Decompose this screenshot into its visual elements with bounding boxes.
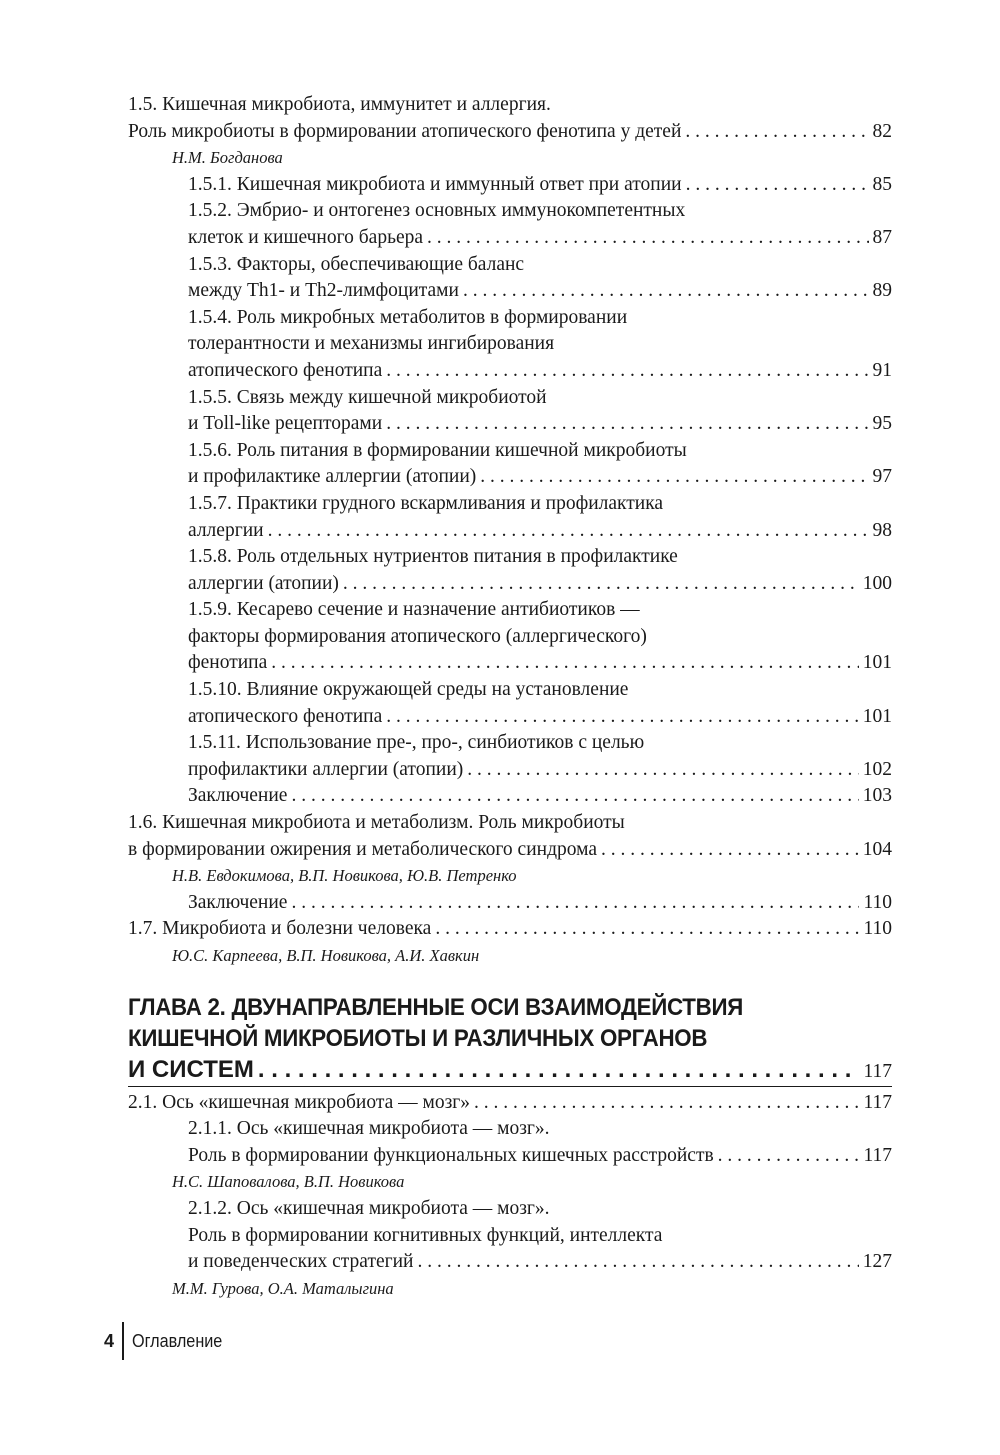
entry-title: атопического фенотипа (188, 359, 383, 381)
divider (122, 1322, 124, 1360)
toc-entry[interactable] (128, 278, 892, 305)
author-names: Н.С. Шаповалова, В.П. Новикова (172, 1172, 405, 1192)
entry-title: 1.5.8. Роль отдельных нутриентов питания в профилактике (188, 546, 678, 568)
author-names: Н.М. Богданова (172, 148, 283, 168)
entry-title: и поведенческих стратегий (188, 1251, 414, 1273)
entry-title: 1.5.4. Роль микробных метаболитов в формировании (188, 306, 628, 328)
leader-dots (463, 278, 869, 305)
toc-entry[interactable] (128, 119, 892, 146)
entry-title: в формировании ожирения и метаболического синдрома (128, 838, 597, 860)
toc-entry[interactable] (128, 783, 892, 810)
author-line (128, 145, 892, 172)
toc-entry[interactable] (128, 571, 892, 598)
entry-title: аллергии (188, 519, 264, 541)
entry-title: 1.7. Микробиота и болезни человека (128, 918, 432, 940)
toc-entry[interactable] (128, 624, 892, 651)
page-number: 85 (872, 173, 892, 195)
leader-dots (435, 916, 859, 943)
toc-entry[interactable] (128, 677, 892, 704)
entry-title: 1.5.6. Роль питания в формировании кишечной микробиоты (188, 439, 687, 461)
leader-dots (685, 119, 868, 146)
entry-title: между Th1- и Th2-лимфоцитами (188, 280, 459, 302)
entry-title: 1.5.5. Связь между кишечной микробиотой (188, 386, 547, 408)
toc-section-2 (128, 1090, 892, 1303)
toc-entry[interactable] (128, 1116, 892, 1143)
entry-title: 1.5.7. Практики грудного вскармливания и профилактика (188, 492, 664, 514)
toc-entry[interactable] (128, 1090, 892, 1117)
toc-entry[interactable] (128, 491, 892, 518)
leader-dots (480, 464, 868, 491)
toc-section-1 (128, 92, 892, 970)
toc-entry[interactable] (128, 1249, 892, 1276)
toc-entry[interactable] (128, 1196, 892, 1223)
entry-title: факторы формирования атопического (аллергического) (188, 625, 647, 647)
page-number: 110 (863, 891, 892, 913)
toc-entry[interactable] (128, 916, 892, 943)
chapter-title-line: КИШЕЧНОЙ МИКРОБИОТЫ И РАЗЛИЧНЫХ ОРГАНОВ (128, 1024, 708, 1052)
toc-entry[interactable] (128, 837, 892, 864)
leader-dots (291, 890, 859, 917)
author-line (128, 943, 892, 970)
entry-title: 1.5.11. Использование пре-, про-, синбиотиков с целью (188, 732, 645, 754)
entry-title: 1.5.2. Эмбрио- и онтогенез основных иммунокомпетентных (188, 200, 686, 222)
page-footer (104, 1322, 232, 1360)
footer-page-number: 4 (104, 1330, 115, 1351)
entry-title: 1.5. Кишечная микробиота, иммунитет и аллергия. (128, 94, 551, 115)
toc-entry[interactable] (128, 198, 892, 225)
entry-title: Заключение (188, 891, 288, 913)
entry-title: 1.6. Кишечная микробиота и метаболизм. Роль микробиоты (128, 812, 625, 834)
leader-dots (291, 783, 858, 810)
toc-entry[interactable] (128, 92, 892, 119)
page-number: 117 (863, 1091, 892, 1113)
leader-dots (686, 172, 869, 199)
toc-entry[interactable] (128, 650, 892, 677)
entry-title: атопического фенотипа (188, 705, 383, 727)
page-number: 91 (872, 359, 892, 381)
entry-title: 1.5.10. Влияние окружающей среды на установление (188, 679, 629, 701)
toc-entry[interactable] (128, 464, 892, 491)
author-line (128, 1276, 892, 1303)
toc-entry[interactable] (128, 331, 892, 358)
author-line (128, 1169, 892, 1196)
entry-title: 2.1. Ось «кишечная микробиота — мозг» (128, 1091, 471, 1113)
author-names: Ю.С. Карпеева, В.П. Новикова, А.И. Хавкин (172, 946, 480, 965)
leader-dots (718, 1143, 860, 1170)
toc-entry[interactable] (128, 597, 892, 624)
leader-dots (258, 1054, 860, 1085)
leader-dots (268, 518, 869, 545)
leader-dots (467, 757, 859, 784)
leader-dots (386, 411, 868, 438)
entry-title: Заключение (188, 785, 288, 807)
page-number: 104 (862, 838, 892, 860)
toc-entry[interactable] (128, 890, 892, 917)
leader-dots (271, 650, 858, 677)
leader-dots (601, 837, 859, 864)
leader-dots (474, 1090, 859, 1117)
page-number: 103 (862, 785, 892, 807)
toc-entry[interactable] (128, 810, 892, 837)
entry-title: Роль в формировании функциональных кишечных расстройств (188, 1144, 714, 1166)
page-number: 101 (862, 705, 892, 727)
entry-title: профилактики аллергии (атопии) (188, 758, 464, 780)
page-number: 101 (862, 652, 892, 674)
toc-entry[interactable] (128, 438, 892, 465)
entry-title: Роль в формировании когнитивных функций, интеллекта (188, 1224, 663, 1246)
leader-dots (386, 704, 858, 731)
entry-title: 1.5.3. Факторы, обеспечивающие баланс (188, 253, 525, 275)
toc-entry[interactable] (128, 172, 892, 199)
toc-entry[interactable] (128, 1054, 892, 1085)
toc-entry[interactable] (128, 1143, 892, 1170)
entry-title: толерантности и механизмы ингибирования (188, 333, 555, 355)
page-number: 117 (863, 1144, 892, 1166)
entry-title: фенотипа (188, 652, 268, 674)
entry-title: аллергии (атопии) (188, 572, 339, 594)
leader-dots (418, 1249, 859, 1276)
page-number: 87 (872, 226, 892, 248)
entry-title: и профилактике аллергии (атопии) (188, 466, 477, 488)
page-number: 95 (872, 413, 892, 435)
toc-entry[interactable] (128, 757, 892, 784)
leader-dots (427, 225, 868, 252)
page-number: 89 (872, 280, 892, 302)
toc-entry[interactable] (128, 252, 892, 279)
entry-title: 1.5.9. Кесарево сечение и назначение антибиотиков — (188, 599, 640, 621)
chapter-title-line: И СИСТЕМ (128, 1055, 254, 1083)
toc-entry[interactable] (128, 411, 892, 438)
footer-section-title: Оглавление (132, 1330, 223, 1351)
page-number: 82 (872, 120, 892, 142)
entry-title: клеток и кишечного барьера (188, 226, 424, 248)
page-number: 100 (862, 572, 892, 594)
leader-dots (343, 571, 859, 598)
chapter-title-line: ГЛАВА 2. ДВУНАПРАВЛЕННЫЕ ОСИ ВЗАИМОДЕЙСТВИЯ (128, 993, 743, 1021)
table-of-contents (128, 92, 892, 1302)
toc-entry[interactable] (128, 305, 892, 332)
page-number: 117 (863, 1060, 892, 1082)
author-line (128, 863, 892, 890)
toc-entry[interactable] (128, 1223, 892, 1250)
toc-entry[interactable] (128, 544, 892, 571)
entry-title: и Toll-like рецепторами (188, 413, 383, 435)
chapter-heading (128, 992, 892, 1085)
entry-title: Роль микробиоты в формировании атопического фенотипа у детей (128, 120, 682, 142)
toc-entry[interactable] (128, 730, 892, 757)
entry-title: 2.1.1. Ось «кишечная микробиота — мозг». (188, 1118, 550, 1140)
divider (128, 1086, 892, 1087)
author-names: Н.В. Евдокимова, В.П. Новикова, Ю.В. Петренко (172, 866, 517, 886)
entry-title: 2.1.2. Ось «кишечная микробиота — мозг». (188, 1197, 550, 1219)
leader-dots (386, 358, 868, 385)
page-number: 97 (872, 466, 892, 488)
toc-entry[interactable] (128, 225, 892, 252)
page-number: 127 (862, 1251, 892, 1273)
toc-entry[interactable] (128, 704, 892, 731)
author-names: М.М. Гурова, О.А. Маталыгина (172, 1278, 394, 1298)
page-number: 102 (862, 758, 892, 780)
toc-entry[interactable] (128, 518, 892, 545)
toc-entry[interactable] (128, 358, 892, 385)
page-number: 110 (863, 918, 892, 940)
toc-entry[interactable] (128, 385, 892, 412)
entry-title: 1.5.1. Кишечная микробиота и иммунный ответ при атопии (188, 173, 682, 195)
page-number: 98 (872, 519, 892, 541)
